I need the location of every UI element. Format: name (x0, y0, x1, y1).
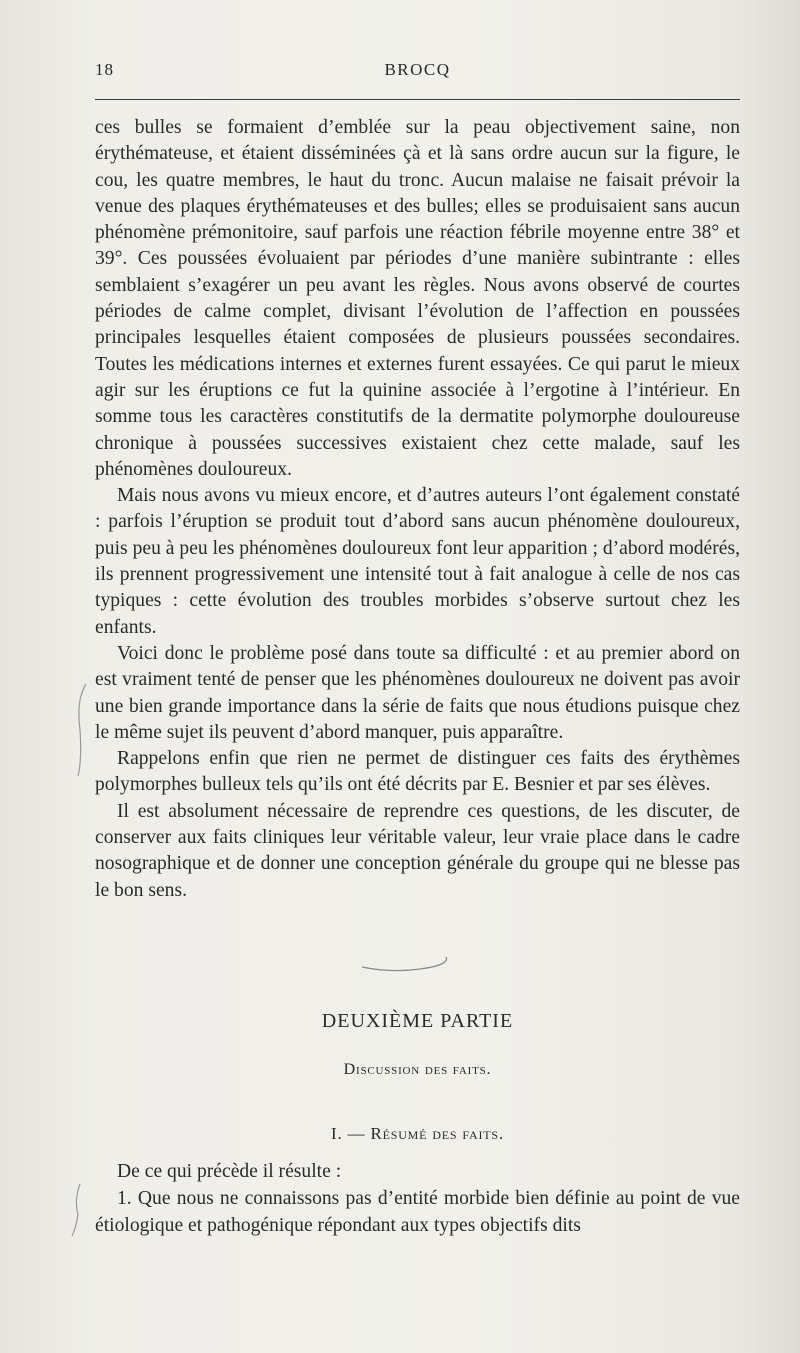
page-number: 18 (95, 60, 114, 79)
margin-pencil-mark (70, 680, 90, 780)
running-head: BROCQ (384, 60, 451, 79)
paragraph-5: Il est absolument nécessaire de reprendre ces questions, de les discuter, de conserver aux faits cliniques leur véritable valeur, leur vraie place dans le cadre nosographique et de donner une conception générale du groupe qui ne blesse pas le bon sens. (95, 800, 740, 901)
part-title: DEUXIÈME PARTIE (321, 1010, 514, 1032)
closing-paragraph-2: 1. Que nous ne connaissons pas d’entité morbide bien définie au point de vue étiologique et pathogénique répondant aux types objectifs dits (95, 1188, 740, 1236)
closing-paragraph-1: De ce qui précède il résulte : (117, 1161, 342, 1182)
body-text (95, 115, 740, 904)
closing-text (95, 1158, 740, 1239)
subsection-title: I. — Résumé des faits. (331, 1124, 504, 1143)
margin-pencil-mark-2 (66, 1180, 86, 1240)
paragraph-2: Mais nous avons vu mieux encore, et d’autres auteurs l’ont également constaté : parfois l’éruption se produit tout d’abord sans aucun phénomène douloureux, puis peu à peu les phénomènes douloureux font leur apparition ; d’abord modérés, ils prennent progressivement une intensité tout à fait analogue à celle de nos cas typiques : cette évolution des troubles morbides s’observe surtout chez les enfants. (95, 485, 740, 638)
page-header (95, 60, 740, 88)
pen-squiggle-mark (360, 955, 450, 975)
paragraph-3: Voici donc le problème posé dans toute sa difficulté : et au premier abord on est vraiment tenté de penser que les phénomènes douloureux ne doivent pas avoir une bien grande importance dans la série de faits que nous étudions puisque chez le même sujet ils peuvent d’abord manquer, puis apparaître. (95, 642, 740, 743)
paragraph-1: ces bulles se formaient d’emblée sur la peau objectivement saine, non érythémateuse, et étaient disséminées çà et là sans ordre aucun sur la figure, le cou, les quatre membres, le haut du tronc. Aucun malaise ne faisait prévoir la venue des plaques érythémateuses et des bulles; elles se produisaient sans aucun phénomène prémonitoire, sauf parfois une réaction fébrile moyenne entre 38° et 39°. Ces poussées évoluaient par périodes d’une manière subintrante : elles semblaient s’exagérer un peu avant les règles. Nous avons observé de courtes périodes de calme complet, divisant l’évolution de l’affection en poussées principales lesquelles étaient composées de plusieurs poussées secondaires. Toutes les médications internes et externes furent essayées. Ce qui parut le mieux agir sur les éruptions ce fut la quinine associée à l’ergotine à l’intérieur. En somme tous les caractères constitutifs de la dermatite polymorphe douloureuse chronique à poussées successives existaient chez cette malade, sauf les phénomènes douloureux. (95, 117, 740, 480)
section-title: Discussion des faits. (343, 1061, 492, 1078)
paragraph-4: Rappelons enfin que rien ne permet de distinguer ces faits des érythèmes polymorphes bulleux tels qu’ils ont été décrits par E. Besnier et par ses élèves. (95, 748, 740, 796)
header-rule (95, 99, 740, 100)
